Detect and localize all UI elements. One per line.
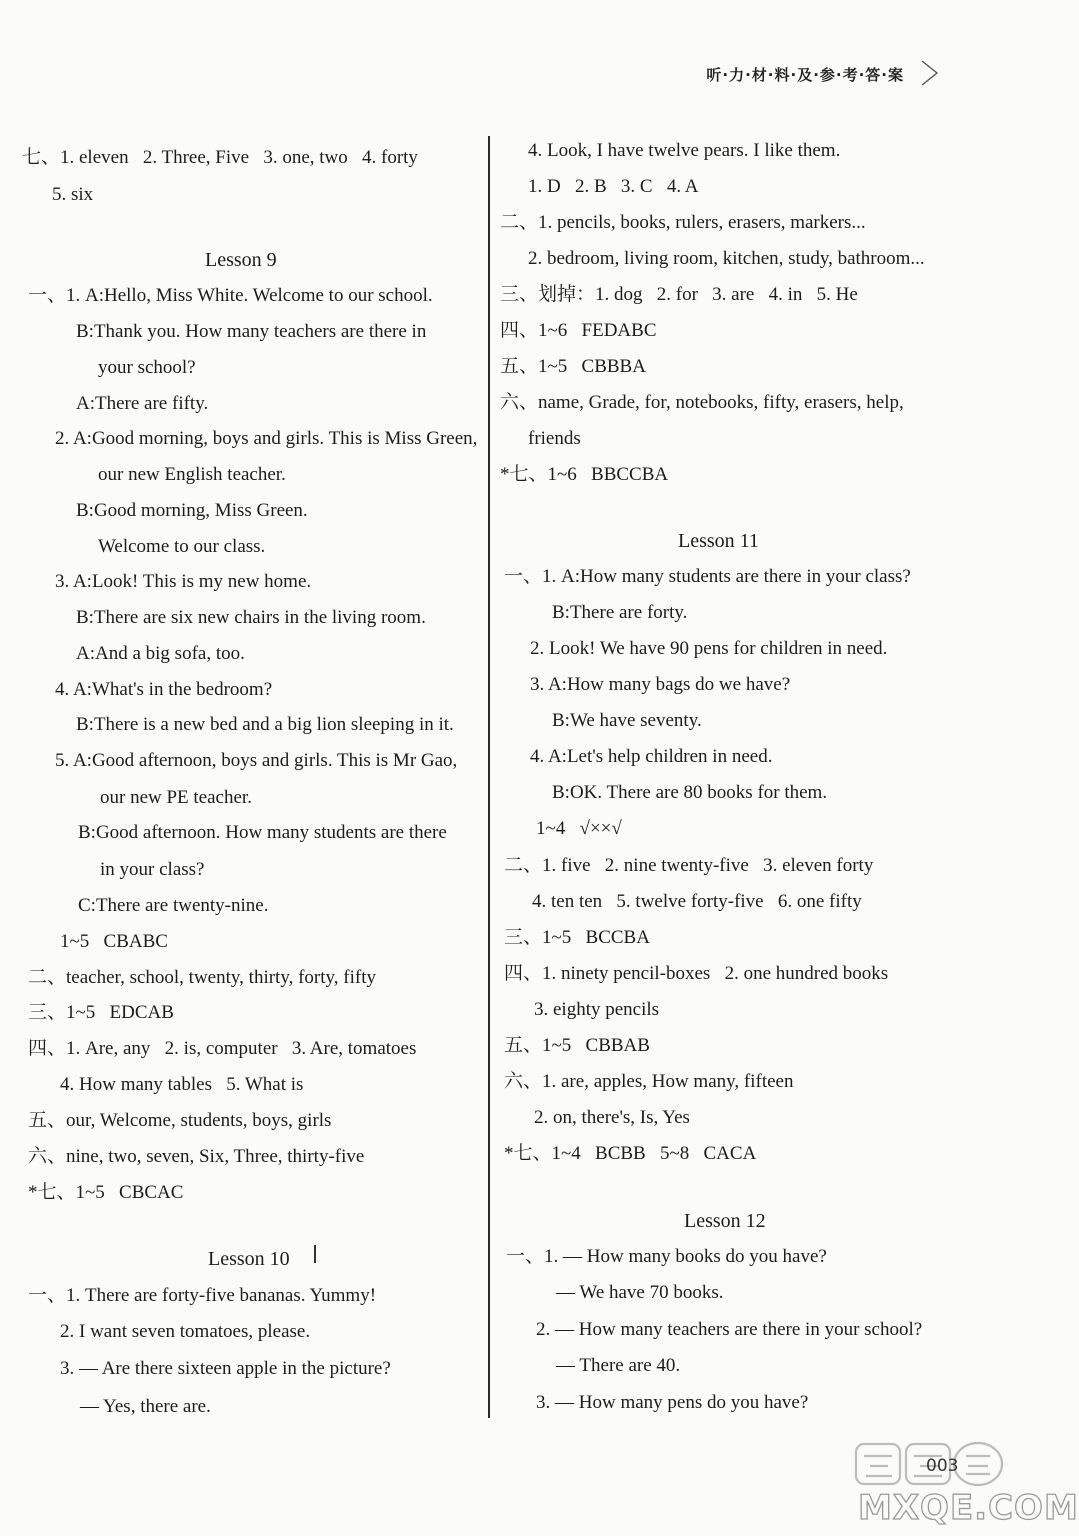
answer-line: in your class?: [100, 859, 205, 880]
answer-line: 2. bedroom, living room, kitchen, study, bathroom...: [528, 248, 925, 269]
answer-line: 3. A:How many bags do we have?: [530, 674, 791, 695]
answer-line: 三、1~5 BCCBA: [504, 927, 650, 948]
column-divider: [488, 136, 490, 1418]
answer-line: friends: [528, 428, 581, 449]
answer-line: — Yes, there are.: [80, 1396, 211, 1417]
answer-line: 四、1. Are, any 2. is, computer 3. Are, tomatoes: [28, 1038, 417, 1059]
answer-line: 五、1~5 CBBAB: [504, 1035, 650, 1056]
answer-line: 2. Look! We have 90 pens for children in need.: [530, 638, 888, 659]
answer-line: B:Good morning, Miss Green.: [76, 500, 308, 521]
answer-line: 四、1~6 FEDABC: [500, 320, 657, 341]
answer-line: 五、our, Welcome, students, boys, girls: [28, 1110, 332, 1131]
answer-line: 1~4 √××√: [536, 818, 622, 839]
answer-line: 5. six: [52, 184, 94, 205]
lesson-heading: Lesson 12: [684, 1210, 766, 1232]
answer-line: 2. — How many teachers are there in your school?: [536, 1319, 923, 1340]
answer-line: 4. ten ten 5. twelve forty-five 6. one fifty: [532, 891, 862, 912]
answer-line: 2. A:Good morning, boys and girls. This is Miss Green,: [55, 428, 478, 449]
answer-line: 2. on, there's, Is, Yes: [534, 1107, 690, 1128]
answer-line: *七、1~5 CBCAC: [28, 1182, 184, 1203]
answer-line: Welcome to our class.: [98, 536, 266, 557]
answer-line: 3. eighty pencils: [534, 999, 660, 1020]
page-header-title: 听·力·材·料·及·参·考·答·案: [706, 66, 904, 84]
answer-line: 二、teacher, school, twenty, thirty, forty, fifty: [28, 967, 377, 988]
answer-line: B:OK. There are 80 books for them.: [552, 782, 828, 803]
answer-line: 一、1. A:Hello, Miss White. Welcome to our school.: [28, 285, 433, 306]
answer-line: *七、1~4 BCBB 5~8 CACA: [504, 1143, 757, 1164]
answer-line: 一、1. — How many books do you have?: [506, 1246, 827, 1267]
answer-line: B:There is a new bed and a big lion sleeping in it.: [76, 714, 454, 735]
pen-mark: [314, 1245, 316, 1263]
answer-line: 4. A:What's in the bedroom?: [55, 679, 273, 700]
answer-line: *七、1~6 BBCCBA: [500, 464, 669, 485]
answer-line: 1. D 2. B 3. C 4. A: [528, 176, 699, 197]
answer-line: B:There are six new chairs in the living room.: [76, 607, 426, 628]
answer-line: B:Good afternoon. How many students are there: [78, 822, 447, 843]
answer-line: 2. I want seven tomatoes, please.: [60, 1321, 311, 1342]
answer-line: C:There are twenty-nine.: [78, 895, 269, 916]
answer-line: A:And a big sofa, too.: [76, 643, 245, 664]
answer-line: 二、1. five 2. nine twenty-five 3. eleven forty: [504, 855, 874, 876]
answer-line: B:There are forty.: [552, 602, 688, 623]
answer-line: 3. — Are there sixteen apple in the picture?: [60, 1358, 391, 1379]
answer-line: — There are 40.: [556, 1355, 681, 1376]
answer-line: 一、1. A:How many students are there in your class?: [504, 566, 911, 587]
answer-line: 3. — How many pens do you have?: [536, 1392, 809, 1413]
answer-line: our new English teacher.: [98, 464, 286, 485]
answer-line: 五、1~5 CBBBA: [500, 356, 646, 377]
answer-line: 1~5 CBABC: [60, 931, 168, 952]
lesson-heading: Lesson 10: [208, 1248, 290, 1270]
answer-line: 4. Look, I have twelve pears. I like them.: [528, 140, 841, 161]
answer-line: B:We have seventy.: [552, 710, 702, 731]
answer-line: 六、1. are, apples, How many, fifteen: [504, 1071, 794, 1092]
answer-line: — We have 70 books.: [556, 1282, 724, 1303]
answer-line: 六、nine, two, seven, Six, Three, thirty-five: [28, 1146, 365, 1167]
answer-line: our new PE teacher.: [100, 787, 252, 808]
answer-line: 三、划掉：1. dog 2. for 3. are 4. in 5. He: [500, 284, 858, 305]
answer-line: 4. A:Let's help children in need.: [530, 746, 773, 767]
answer-line: 4. How many tables 5. What is: [60, 1074, 304, 1095]
answer-line: your school?: [98, 357, 196, 378]
chevron-right-icon: [920, 58, 940, 88]
page-number: 003: [926, 1456, 959, 1476]
answer-line: 3. A:Look! This is my new home.: [55, 571, 312, 592]
answer-line: 三、1~5 EDCAB: [28, 1002, 174, 1023]
answer-line: 四、1. ninety pencil-boxes 2. one hundred books: [504, 963, 889, 984]
answer-line: 七、1. eleven 2. Three, Five 3. one, two 4. forty: [22, 147, 418, 168]
watermark-text: MXQE.COM: [858, 1488, 1079, 1528]
answer-line: A:There are fifty.: [76, 393, 209, 414]
answer-line: 一、1. There are forty-five bananas. Yummy!: [28, 1285, 377, 1306]
lesson-heading: Lesson 11: [678, 530, 759, 552]
answer-line: 六、name, Grade, for, notebooks, fifty, erasers, help,: [500, 392, 904, 413]
answer-line: 5. A:Good afternoon, boys and girls. This is Mr Gao,: [55, 750, 458, 771]
answer-line: B:Thank you. How many teachers are there in: [76, 321, 427, 342]
lesson-heading: Lesson 9: [205, 249, 277, 271]
answer-line: 二、1. pencils, books, rulers, erasers, markers...: [500, 212, 866, 233]
